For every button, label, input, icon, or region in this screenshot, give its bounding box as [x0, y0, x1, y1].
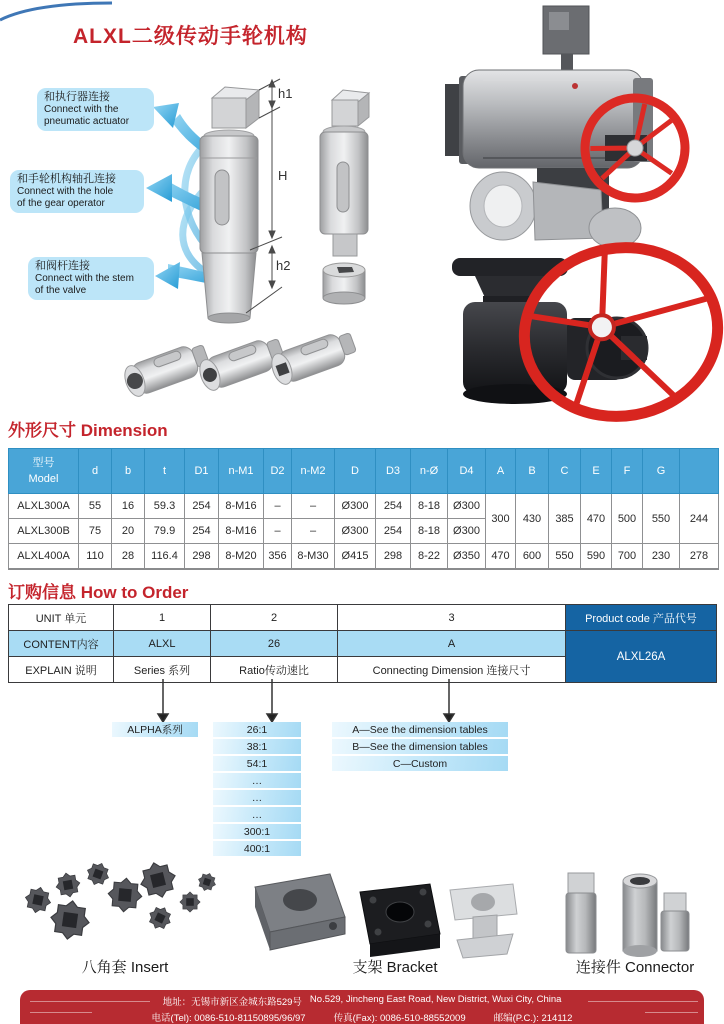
dim-cell: Ø300: [448, 494, 486, 519]
callout-gear-en2: of the gear operator: [17, 197, 105, 209]
insert-products-photo: [15, 862, 235, 962]
dim-cell: 75: [79, 519, 112, 544]
footer-divider: [645, 1012, 698, 1013]
dim-cell-merged: 550: [643, 494, 680, 544]
dim-header: G: [643, 449, 680, 494]
bracket-products-photo: [245, 862, 520, 962]
flow-ratio-item: 38:1: [213, 739, 301, 754]
order-content: 26: [211, 631, 338, 657]
dim-cell: 116.4: [145, 544, 185, 570]
dim-cell-model: ALXL400A: [9, 544, 79, 570]
order-table: [8, 604, 717, 683]
dim-cell: 8-22: [411, 544, 448, 570]
order-explain: Series 系列: [114, 657, 211, 683]
dim-cell: 230: [643, 544, 680, 570]
dim-header: n-M2: [292, 449, 335, 494]
order-unit-label: UNIT 单元: [9, 605, 114, 631]
callout-actuator-en1: Connect with the: [44, 103, 119, 115]
callout-actuator-en2: pneumatic actuator: [44, 115, 130, 127]
dim-cell: 8-M16: [219, 494, 264, 519]
flow-dimension-option: C—Custom: [332, 756, 508, 771]
connector-3: [661, 893, 689, 951]
callout-valve-stem: [28, 257, 154, 300]
flow-dimension-option: A—See the dimension tables: [332, 722, 508, 737]
flow-ratio-item: …: [213, 807, 301, 822]
dim-header: [680, 449, 719, 494]
dim-header: b: [112, 449, 145, 494]
dim-cell: 55: [79, 494, 112, 519]
dim-cell: 278: [680, 544, 719, 570]
shaft-secondary: [320, 90, 369, 304]
dim-cell-merged: 430: [516, 494, 549, 544]
dim-cell: 298: [376, 544, 411, 570]
shaft-main: [200, 87, 259, 323]
footer-address-en: No.529, Jincheng East Road, New District, Wuxi City, China: [309, 994, 562, 1005]
dim-cell: –: [292, 519, 335, 544]
flow-dimension-option: B—See the dimension tables: [332, 739, 508, 754]
order-explain-label: EXPLAIN 说明: [9, 657, 114, 683]
connector-2: [623, 874, 657, 957]
dim-cell: 550: [549, 544, 581, 570]
order-content-label: CONTENT内容: [9, 631, 114, 657]
dim-header: D4: [448, 449, 486, 494]
dim-h2-label: h2: [276, 258, 291, 273]
coupler-set: [121, 328, 359, 399]
callout-actuator-zh: 和执行器连接: [44, 91, 110, 103]
dim-header: B: [516, 449, 549, 494]
footer-divider: [588, 1001, 698, 1002]
dim-header: d: [79, 449, 112, 494]
dim-cell: 700: [612, 544, 643, 570]
dim-cell: 254: [185, 519, 219, 544]
dim-cell: 20: [112, 519, 145, 544]
bracket-3: [450, 884, 517, 958]
dim-cell: 8-M20: [219, 544, 264, 570]
bracket-1: [255, 874, 345, 950]
dim-cell: 28: [112, 544, 145, 570]
flow-series-box: ALPHA系列: [112, 722, 198, 737]
dim-cell: 254: [376, 494, 411, 519]
dim-cell: –: [264, 519, 292, 544]
dim-cell: 298: [185, 544, 219, 570]
flow-ratio-item: 54:1: [213, 756, 301, 771]
dim-cell: Ø300: [448, 519, 486, 544]
product-code-header: Product code 产品代号: [566, 605, 717, 631]
connector-label: 连接件 Connector: [575, 959, 695, 976]
dim-cell: 8-M16: [219, 519, 264, 544]
flow-ratio-item: 300:1: [213, 824, 301, 839]
footer-pc: 邮编(P.C.): 214112: [493, 1013, 573, 1024]
footer-divider: [30, 1012, 92, 1013]
dim-header: t: [145, 449, 185, 494]
dim-cell: 8-18: [411, 519, 448, 544]
flow-ratio-item: 26:1: [213, 722, 301, 737]
dim-h1-label: h1: [278, 86, 293, 101]
dim-cell: 79.9: [145, 519, 185, 544]
flow-ratio-item: 400:1: [213, 841, 301, 856]
insert-label: 八角套 Insert: [81, 959, 169, 976]
callout-gear-en1: Connect with the hole: [17, 185, 114, 197]
flow-ratio-item: …: [213, 773, 301, 788]
dim-cell: 254: [376, 519, 411, 544]
table-row: [9, 494, 719, 519]
dim-header: n-M1: [219, 449, 264, 494]
callout-valve-zh: 和阀杆连接: [35, 260, 90, 272]
callout-valve-en1: Connect with the stem: [35, 272, 134, 284]
dim-header-model: 型号 Model: [9, 449, 79, 494]
order-content: A: [338, 631, 566, 657]
table-row: [9, 605, 717, 631]
connector-products-photo: [552, 865, 702, 960]
order-explain: Ratio传动速比: [211, 657, 338, 683]
connector-1: [566, 873, 596, 953]
dim-cell: Ø300: [335, 494, 376, 519]
callout-actuator: [37, 88, 154, 131]
dim-cell: 110: [79, 544, 112, 570]
table-row: [9, 544, 719, 570]
dim-cell: 8-M30: [292, 544, 335, 570]
dim-header: D3: [376, 449, 411, 494]
dim-cell: 59.3: [145, 494, 185, 519]
page-title: ALXL二级传动手轮机构: [73, 25, 308, 48]
order-section-title: 订购信息 How to Order: [8, 583, 189, 602]
order-unit: 1: [114, 605, 211, 631]
order-unit: 3: [338, 605, 566, 631]
dim-cell-merged: 300: [486, 494, 516, 544]
bracket-2: [360, 884, 440, 957]
dim-cell: 590: [581, 544, 612, 570]
dim-header: D2: [264, 449, 292, 494]
dim-H-label: H: [278, 168, 288, 183]
dim-cell-merged: 244: [680, 494, 719, 544]
dim-cell-model: ALXL300B: [9, 519, 79, 544]
dimension-section-title: 外形尺寸 Dimension: [8, 421, 168, 440]
order-unit: 2: [211, 605, 338, 631]
footer-tel: 电话(Tel): 0086-510-81150895/96/97: [151, 1013, 306, 1024]
callout-gear-operator: [10, 170, 144, 213]
footer-divider: [30, 1001, 150, 1002]
dim-header: F: [612, 449, 643, 494]
table-row: [9, 631, 717, 657]
callout-gear-zh: 和手轮机构轴孔连接: [17, 173, 116, 185]
dimension-table: [8, 448, 719, 570]
dim-cell: Ø415: [335, 544, 376, 570]
dim-cell: 356: [264, 544, 292, 570]
dim-header: D: [335, 449, 376, 494]
dim-cell: Ø350: [448, 544, 486, 570]
dim-header: C: [549, 449, 581, 494]
footer-contact-line: [20, 1010, 704, 1024]
order-explain: Connecting Dimension 连接尺寸: [338, 657, 566, 683]
footer-fax: 传真(Fax): 0086-510-88552009: [333, 1013, 466, 1024]
dim-cell: 8-18: [411, 494, 448, 519]
footer-address-zh: 地址：无锡市新区金城东路529号: [162, 997, 302, 1008]
dim-header: A: [486, 449, 516, 494]
dim-cell: Ø300: [335, 519, 376, 544]
order-content: ALXL: [114, 631, 211, 657]
gear-operator-photo: [425, 240, 724, 435]
dim-header: n-Ø: [411, 449, 448, 494]
dim-cell-model: ALXL300A: [9, 494, 79, 519]
flow-ratio-item: …: [213, 790, 301, 805]
dim-cell: 600: [516, 544, 549, 570]
dim-cell: 254: [185, 494, 219, 519]
dim-cell: 16: [112, 494, 145, 519]
dim-cell: –: [292, 494, 335, 519]
actuator-valve-photo: [425, 0, 724, 245]
dim-header: D1: [185, 449, 219, 494]
dim-cell: –: [264, 494, 292, 519]
dim-cell-merged: 385: [549, 494, 581, 544]
dim-cell-merged: 500: [612, 494, 643, 544]
product-code-value: ALXL26A: [566, 631, 717, 683]
dim-cell: 470: [486, 544, 516, 570]
bracket-label: 支架 Bracket: [352, 959, 438, 976]
dim-header: E: [581, 449, 612, 494]
callout-valve-en2: of the valve: [35, 284, 87, 296]
dim-cell-merged: 470: [581, 494, 612, 544]
footer: [20, 990, 704, 1024]
